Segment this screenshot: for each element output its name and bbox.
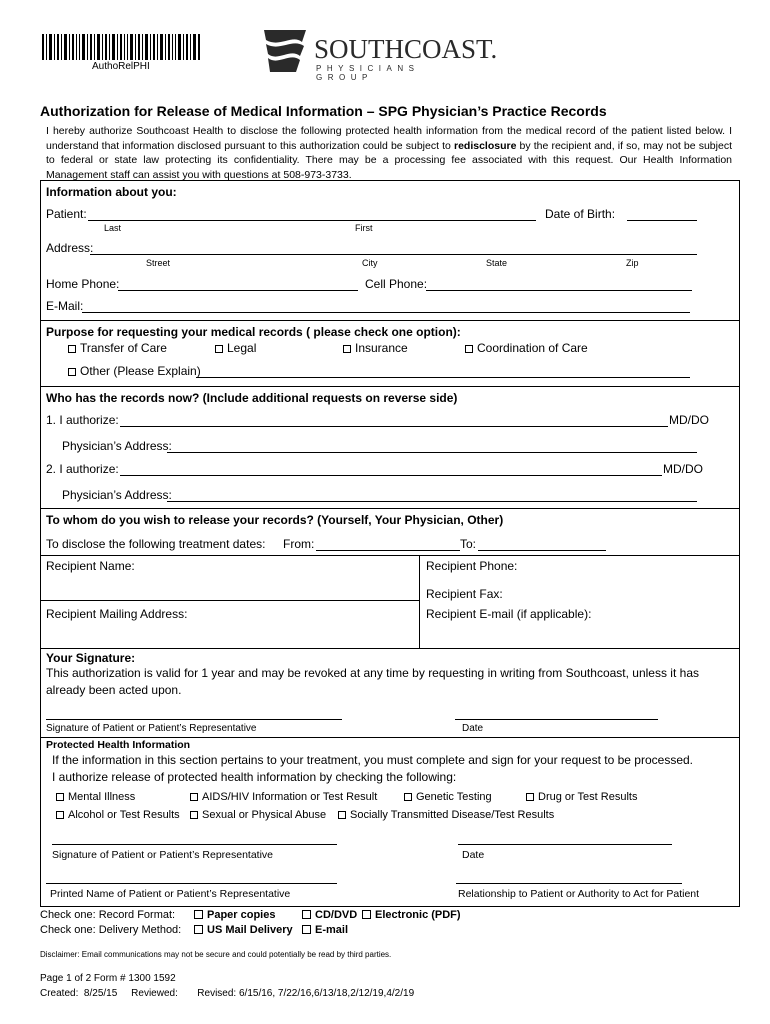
phi-option-label: Drug or Test Results <box>538 791 638 803</box>
from-date-field[interactable] <box>316 550 460 551</box>
page-number: Page 1 of 2 Form # 1300 1592 <box>40 973 176 984</box>
other-explain-field[interactable] <box>196 377 690 378</box>
intro-part2: by the recipient and, if so, may not be subject to federal or state law protecting its confidentiality. There may be a processing fee associated with this request. Our Health Information Management staff can assist you with questions at 508-973-3733. <box>46 139 732 181</box>
checkbox-icon[interactable] <box>194 925 203 934</box>
signature-text: This authorization is valid for 1 year and may be revoked at any time by requesting in writing from Southcoast, unless it has already been acted upon. <box>46 666 699 697</box>
md-do-1-label: MD/DO <box>669 413 709 427</box>
purpose-option-insurance[interactable] <box>343 341 408 355</box>
phi-option-label: AIDS/HIV Information or Test Result <box>202 791 378 803</box>
divider-phi <box>40 737 740 738</box>
patient-name-field[interactable] <box>88 220 536 221</box>
signature-date-label: Date <box>462 723 484 734</box>
phi-signature-field[interactable] <box>52 844 337 845</box>
authorize-1-label: 1. I authorize: <box>46 413 119 427</box>
cell-phone-label: Cell Phone: <box>365 277 428 291</box>
phi-date-label: Date <box>462 849 485 861</box>
home-phone-label: Home Phone: <box>46 277 120 291</box>
phi-heading: Protected Health Information <box>46 739 191 751</box>
signature-heading: Your Signature: <box>46 651 136 665</box>
phi-option-alcohol[interactable] <box>56 809 180 821</box>
phi-line2: I authorize release of protected health information by checking the following: <box>52 770 457 784</box>
email-label: E-Mail: <box>46 299 84 313</box>
home-phone-field[interactable] <box>118 290 358 291</box>
purpose-option-label: Coordination of Care <box>477 341 588 355</box>
checkbox-icon[interactable] <box>194 910 203 919</box>
treatment-dates-label: To disclose the following treatment dates: <box>46 537 266 551</box>
checkbox-icon[interactable] <box>465 345 473 353</box>
relationship-field[interactable] <box>456 883 682 884</box>
printed-name-label: Printed Name of Patient or Patient’s Representative <box>50 888 291 900</box>
checkbox-icon[interactable] <box>56 811 64 819</box>
wave-logo-icon <box>262 30 310 74</box>
format-option-cd[interactable] <box>302 909 357 921</box>
format-option-paper[interactable] <box>194 909 275 921</box>
checkbox-icon[interactable] <box>68 368 76 376</box>
format-option-label: Paper copies <box>207 909 276 921</box>
barcode <box>42 34 200 60</box>
delivery-option-label: E-mail <box>315 924 349 936</box>
recipient-column-divider <box>419 555 420 648</box>
signature-label: Signature of Patient or Patient’s Representative <box>46 723 257 734</box>
dob-label: Date of Birth: <box>545 207 616 221</box>
record-format-label: Check one: Record Format: <box>40 909 176 921</box>
checkbox-icon[interactable] <box>68 345 76 353</box>
authorize-2-field[interactable] <box>120 475 662 476</box>
format-option-label: CD/DVD <box>315 909 358 921</box>
checkbox-icon[interactable] <box>215 345 223 353</box>
phi-option-drug[interactable] <box>526 791 637 803</box>
logo-sub-text: PHYSICIANS GROUP <box>316 64 420 82</box>
patient-label: Patient: <box>46 207 87 221</box>
recipient-mailing-label: Recipient Mailing Address: <box>46 607 188 621</box>
checkbox-icon[interactable] <box>343 345 351 353</box>
street-sublabel: Street <box>146 258 171 268</box>
physician-address-1-label: Physician’s Address: <box>62 439 172 453</box>
holder-heading: Who has the records now? (Include additional requests on reverse side) <box>46 391 458 405</box>
divider-signature <box>40 648 740 649</box>
barcode-caption: AuthoRelPHI <box>92 61 150 72</box>
recipient-name-label: Recipient Name: <box>46 559 135 573</box>
checkbox-icon[interactable] <box>404 793 412 801</box>
intro-bold: redisclosure <box>453 139 517 152</box>
from-label: From: <box>283 537 315 551</box>
page-title: Authorization for Release of Medical Information – SPG Physician’s Practice Records <box>40 103 607 119</box>
relationship-label: Relationship to Patient or Authority to Act for Patient <box>458 888 700 900</box>
checkbox-icon[interactable] <box>302 910 311 919</box>
phi-option-abuse[interactable] <box>190 809 326 821</box>
divider-recipient-mid <box>40 600 420 601</box>
phi-option-genetic[interactable] <box>404 791 492 803</box>
purpose-option-transfer[interactable] <box>68 341 167 355</box>
printed-name-field[interactable] <box>46 883 337 884</box>
email-field[interactable] <box>82 312 690 313</box>
checkbox-icon[interactable] <box>338 811 346 819</box>
physician-address-2-field[interactable] <box>167 501 697 502</box>
address-field[interactable] <box>90 254 697 255</box>
format-option-pdf[interactable] <box>362 909 461 921</box>
purpose-option-other[interactable] <box>68 364 201 378</box>
zip-sublabel: Zip <box>626 258 639 268</box>
release-heading: To whom do you wish to release your records? (Yourself, Your Physician, Other) <box>46 513 504 527</box>
barcode-image <box>42 34 200 60</box>
last-sublabel: Last <box>104 223 122 233</box>
phi-option-mental[interactable] <box>56 791 135 803</box>
phi-option-label: Genetic Testing <box>416 791 492 803</box>
revision-info: Created: 8/25/15 Reviewed: Revised: 6/15/16, 7/22/16,6/13/18,2/12/19,4/2/19 <box>40 988 415 999</box>
divider-recipient-top <box>40 555 740 556</box>
phi-option-label: Sexual or Physical Abuse <box>202 809 327 821</box>
delivery-option-email[interactable] <box>302 924 348 936</box>
purpose-option-label: Transfer of Care <box>80 341 167 355</box>
address-label: Address: <box>46 241 94 255</box>
purpose-option-legal[interactable] <box>215 341 256 355</box>
recipient-email-label: Recipient E-mail (if applicable): <box>426 607 592 621</box>
to-label: To: <box>460 537 477 551</box>
to-date-field[interactable] <box>478 550 606 551</box>
southcoast-logo <box>262 30 498 82</box>
purpose-option-label: Legal <box>227 341 257 355</box>
purpose-heading: Purpose for requesting your medical records ( please check one option): <box>46 325 461 339</box>
checkbox-icon[interactable] <box>190 811 198 819</box>
phi-option-label: Alcohol or Test Results <box>68 809 180 821</box>
phi-option-label: Socially Transmitted Disease/Test Results <box>350 809 555 821</box>
divider-holder <box>40 386 740 387</box>
city-sublabel: City <box>362 258 378 268</box>
checkbox-icon[interactable] <box>526 793 534 801</box>
authorize-1-field[interactable] <box>120 426 668 427</box>
authorize-2-label: 2. I authorize: <box>46 462 119 476</box>
disclaimer: Disclaimer: Email communications may not be secure and could potentially be read by third parties. <box>40 950 392 959</box>
signature-date-field[interactable] <box>455 719 658 720</box>
recipient-fax-label: Recipient Fax: <box>426 587 503 601</box>
purpose-option-label: Other (Please Explain) <box>80 364 201 378</box>
signature-field[interactable] <box>46 719 342 720</box>
divider-purpose <box>40 320 740 321</box>
phi-option-aids[interactable] <box>190 791 377 803</box>
format-option-label: Electronic (PDF) <box>375 909 461 921</box>
about-heading: Information about you: <box>46 185 177 199</box>
md-do-2-label: MD/DO <box>663 462 703 476</box>
cell-phone-field[interactable] <box>426 290 692 291</box>
delivery-option-label: US Mail Delivery <box>207 924 293 936</box>
divider-release <box>40 508 740 509</box>
checkbox-icon[interactable] <box>362 910 371 919</box>
intro-paragraph <box>46 124 732 182</box>
recipient-phone-label: Recipient Phone: <box>426 559 518 573</box>
state-sublabel: State <box>486 258 508 268</box>
delivery-option-mail[interactable] <box>194 924 293 936</box>
physician-address-2-label: Physician’s Address: <box>62 488 172 502</box>
checkbox-icon[interactable] <box>190 793 198 801</box>
checkbox-icon[interactable] <box>302 925 311 934</box>
physician-address-1-field[interactable] <box>167 452 697 453</box>
delivery-method-label: Check one: Delivery Method: <box>40 924 182 936</box>
purpose-option-label: Insurance <box>355 341 408 355</box>
phi-option-std[interactable] <box>338 809 554 821</box>
purpose-option-coordination[interactable] <box>465 341 588 355</box>
dob-field[interactable] <box>627 220 697 221</box>
checkbox-icon[interactable] <box>56 793 64 801</box>
logo-main-text: SOUTHCOAST. <box>314 34 498 64</box>
phi-line1: If the information in this section pertains to your treatment, you must complete and sign for your request to be processed. <box>52 753 693 767</box>
first-sublabel: First <box>355 223 373 233</box>
phi-date-field[interactable] <box>458 844 672 845</box>
phi-signature-label: Signature of Patient or Patient’s Representative <box>52 849 274 861</box>
intro-part1: I hereby authorize Southcoast Health to disclose the following protected health information from the medical record of the patient listed below. I understand that information disclosed pursuant to this authorization could be subject to <box>46 125 732 152</box>
phi-option-label: Mental Illness <box>68 791 136 803</box>
